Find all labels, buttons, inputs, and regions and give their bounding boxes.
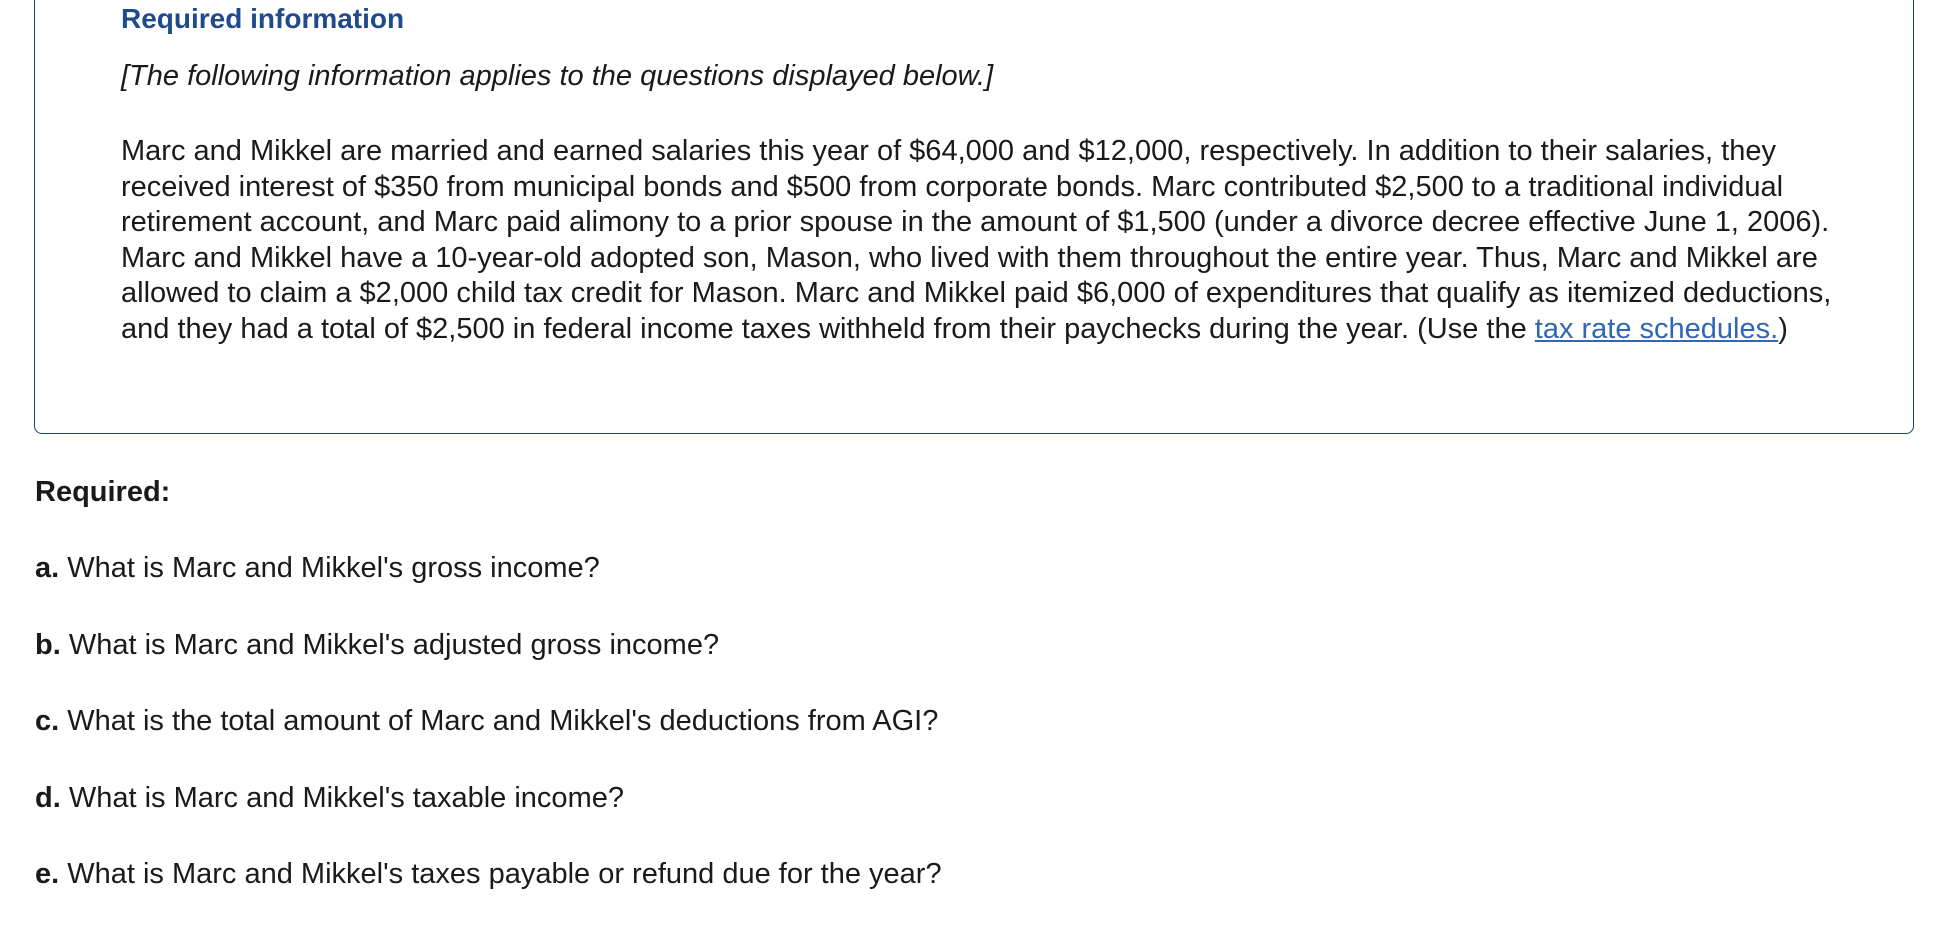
question-item-a [35,550,942,627]
question-letter: b. [35,628,61,661]
question-text: What is Marc and Mikkel's taxable income? [68,781,624,814]
required-information-title: Required information [121,3,405,34]
applies-note: [The following information applies to the questions displayed below.] [121,60,994,92]
question-letter: a. [35,552,60,584]
tax-rate-schedules-link[interactable]: tax rate schedules. [1534,312,1779,345]
question-letter: e. [35,858,60,890]
scenario-paragraph [121,134,1881,347]
required-heading: Required: [35,476,171,508]
scenario-text-end: ) [1778,312,1788,345]
required-information-content [121,2,1881,347]
question-letter: c. [35,705,60,737]
question-text: What is Marc and Mikkel's gross income? [67,552,600,584]
question-item-b [35,627,942,704]
scenario-text: Marc and Mikkel are married and earned salaries this year of $64,000 and $12,000, respectively. In addition to their salaries, they received interest of $350 from municipal bonds and $500 from corporate bonds. Marc contributed $2,500 to a traditional individual retirement account, and Marc paid alimony to a prior spouse in the amount of $1,500 (under a divorce decree effective June 1, 2006). Marc and Mikkel have a 10-year-old adopted son, Mason, who lived with them throughout the entire year. Thus, Marc and Mikkel are allowed to claim a $2,000 child tax credit for Mason. Marc and Mikkel paid $6,000 of expenditures that qualify as itemized deductions, and they had a total of $2,500 in federal income taxes withheld from their paychecks during the year. (Use the [121,135,1832,345]
question-letter: d. [35,781,61,814]
question-list [35,550,942,933]
question-text: What is Marc and Mikkel's adjusted gross income? [68,628,720,661]
question-item-e [35,856,942,933]
question-text: What is Marc and Mikkel's taxes payable or refund due for the year? [67,858,942,890]
question-item-c [35,703,942,780]
required-information-panel [34,0,1914,434]
question-text: What is the total amount of Marc and Mikkel's deductions from AGI? [67,705,939,737]
question-item-d [35,780,942,857]
